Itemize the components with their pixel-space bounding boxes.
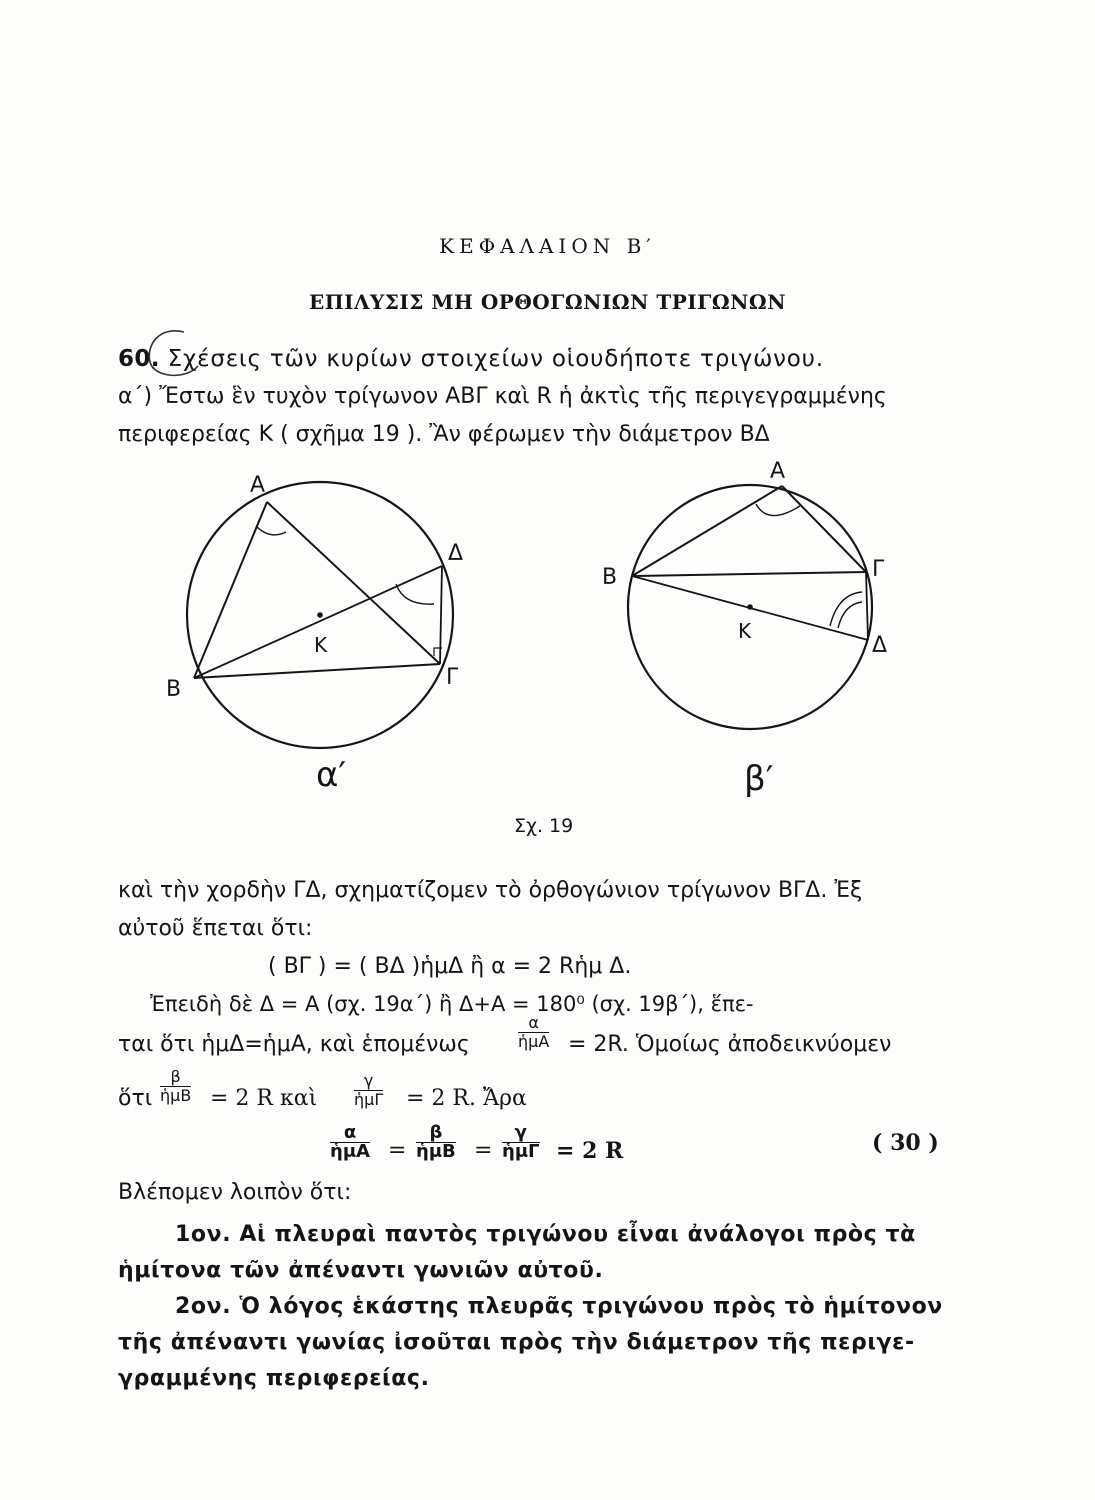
rule-2-line-2: τῆς ἀπέναντι γωνίας ἰσοῦται πρὸς τὴν διάμετρον τῆς περιγε- — [118, 1330, 915, 1355]
rule-2-line-1: 2ον. Ὁ λόγος ἑκάστης πλευρᾶς τριγώνου πρὸς τὸ ἡμίτονον — [175, 1294, 943, 1319]
fraction-denominator: ἡμΑ — [518, 1032, 550, 1051]
formula-line-2-after: = 2 R. Ἄρα — [406, 1086, 527, 1111]
chord-GD-right — [866, 572, 868, 640]
fraction-denominator: ἡμΒ — [416, 1141, 456, 1162]
paragraph-heading-line — [118, 346, 958, 372]
center-K-right — [747, 604, 753, 610]
label-B-left: Β — [166, 677, 182, 702]
side-AG-left — [267, 502, 440, 664]
fraction-denominator: ἡμΒ — [160, 1086, 192, 1105]
figure-19 — [150, 460, 940, 840]
section-title: ΕΠΙΛΥΣΙΣ ΜΗ ΟΡΘΟΓΩΝΙΩΝ ΤΡΙΓΩΝΩΝ — [308, 290, 786, 314]
figure-b — [602, 460, 887, 799]
equation-number: ( 30 ) — [872, 1130, 939, 1156]
main-formula-result: = 2 R — [556, 1138, 624, 1164]
diameter-BD-left — [194, 566, 442, 678]
fraction-numerator: γ — [502, 1124, 540, 1143]
chord-GD-left — [440, 566, 442, 664]
label-D-left: Δ — [448, 541, 464, 566]
caption-a: α′ — [316, 755, 347, 795]
fraction-numerator: α — [330, 1124, 370, 1143]
fraction-g-over-sinG — [354, 1072, 383, 1109]
side-AG-right — [782, 486, 866, 572]
angle-D-arc-right-2 — [838, 602, 862, 628]
caption-b: β′ — [744, 759, 774, 799]
formula-line-2-prefix: ὅτι — [118, 1086, 153, 1111]
intro-line-1: α΄) Ἔστω ἓν τυχὸν τρίγωνον ΑΒΓ καὶ R ἡ ἀκτὶς τῆς περιγεγραμμένης — [118, 384, 887, 409]
angle-A-arc-right — [756, 504, 800, 516]
fraction-numerator: γ — [354, 1072, 383, 1091]
equals-sign-1: = — [388, 1138, 407, 1163]
side-BG-left — [194, 664, 440, 678]
fraction-a-over-sinA — [518, 1014, 549, 1051]
paragraph-heading: Σχέσεις τῶν κυρίων στοιχείων οἱουδήποτε τριγώνου. — [167, 346, 824, 372]
formula-line-1-before: ται ὅτι ἡμΔ=ἡμΑ, καὶ ἑπομένως — [118, 1032, 470, 1057]
fraction-b-over-sinB — [160, 1068, 191, 1105]
fraction-numerator: β — [416, 1124, 456, 1143]
fraction-numerator: β — [160, 1068, 191, 1087]
center-K-left — [317, 612, 323, 618]
main-fraction-g — [502, 1124, 540, 1161]
side-AB-left — [194, 502, 267, 678]
fraction-numerator: α — [518, 1014, 549, 1033]
fraction-denominator: ἡμΓ — [354, 1090, 384, 1109]
fraction-denominator: ἡμΓ — [502, 1141, 540, 1162]
formula-line-2-mid: = 2 R καὶ — [210, 1086, 318, 1111]
rule-2-line-3: γραμμένης περιφερείας. — [118, 1366, 430, 1391]
fraction-denominator: ἡμΑ — [330, 1141, 370, 1162]
rule-1-line-2: ἡμίτονα τῶν ἀπέναντι γωνιῶν αὐτοῦ. — [118, 1258, 604, 1283]
figure-caption: Σχ. 19 — [514, 815, 574, 837]
body-line-1: καὶ τὴν χορδὴν ΓΔ, σχηματίζομεν τὸ ὀρθογώνιον τρίγωνον ΒΓΔ. Ἐξ — [118, 878, 863, 903]
label-G-right: Γ — [872, 557, 885, 582]
formula-line-1-after: = 2R. Ὁμοίως ἀποδεικνύομεν — [568, 1032, 892, 1057]
side-BG-right — [632, 572, 866, 576]
paragraph-number: 60. — [118, 346, 160, 372]
label-G-left: Γ — [446, 665, 459, 690]
label-B-right: Β — [602, 565, 618, 590]
rule-1-line-1: 1ον. Αἱ πλευραὶ παντὸς τριγώνου εἶναι ἀνάλογοι πρὸς τὰ — [175, 1222, 916, 1247]
label-D-right: Δ — [872, 633, 888, 658]
body-line-2: αὐτοῦ ἕπεται ὅτι: — [118, 916, 313, 941]
conclusion-intro: Βλέπομεν λοιπὸν ὅτι: — [118, 1180, 352, 1205]
body-line-4: Ἐπειδὴ δὲ Δ = Α (σχ. 19α΄) ἢ Δ+Α = 180⁰ (σχ. 19β΄), ἕπε- — [150, 992, 754, 1016]
label-K-left: Κ — [314, 633, 328, 657]
main-fraction-a — [330, 1124, 370, 1161]
equals-sign-2: = — [474, 1138, 493, 1163]
angle-D-arc-left — [396, 584, 434, 604]
label-K-right: Κ — [738, 619, 752, 643]
label-A-right: Α — [770, 460, 786, 484]
equation-BG: ( ΒΓ ) = ( ΒΔ )ἡμΔ ἢ α = 2 Rἡμ Δ. — [268, 954, 632, 979]
label-A-left: Α — [250, 473, 266, 498]
chapter-title: ΚΕΦΑΛΑΙΟΝ Β′ — [439, 234, 656, 258]
main-fraction-b — [416, 1124, 456, 1161]
pencil-circle-mark — [140, 324, 210, 384]
angle-D-arc-right-1 — [830, 592, 862, 626]
figure-a — [166, 473, 463, 795]
angle-A-arc-left — [256, 526, 286, 535]
intro-line-2: περιφερείας Κ ( σχῆμα 19 ). Ἂν φέρωμεν τὴν διάμετρον ΒΔ — [118, 422, 770, 447]
